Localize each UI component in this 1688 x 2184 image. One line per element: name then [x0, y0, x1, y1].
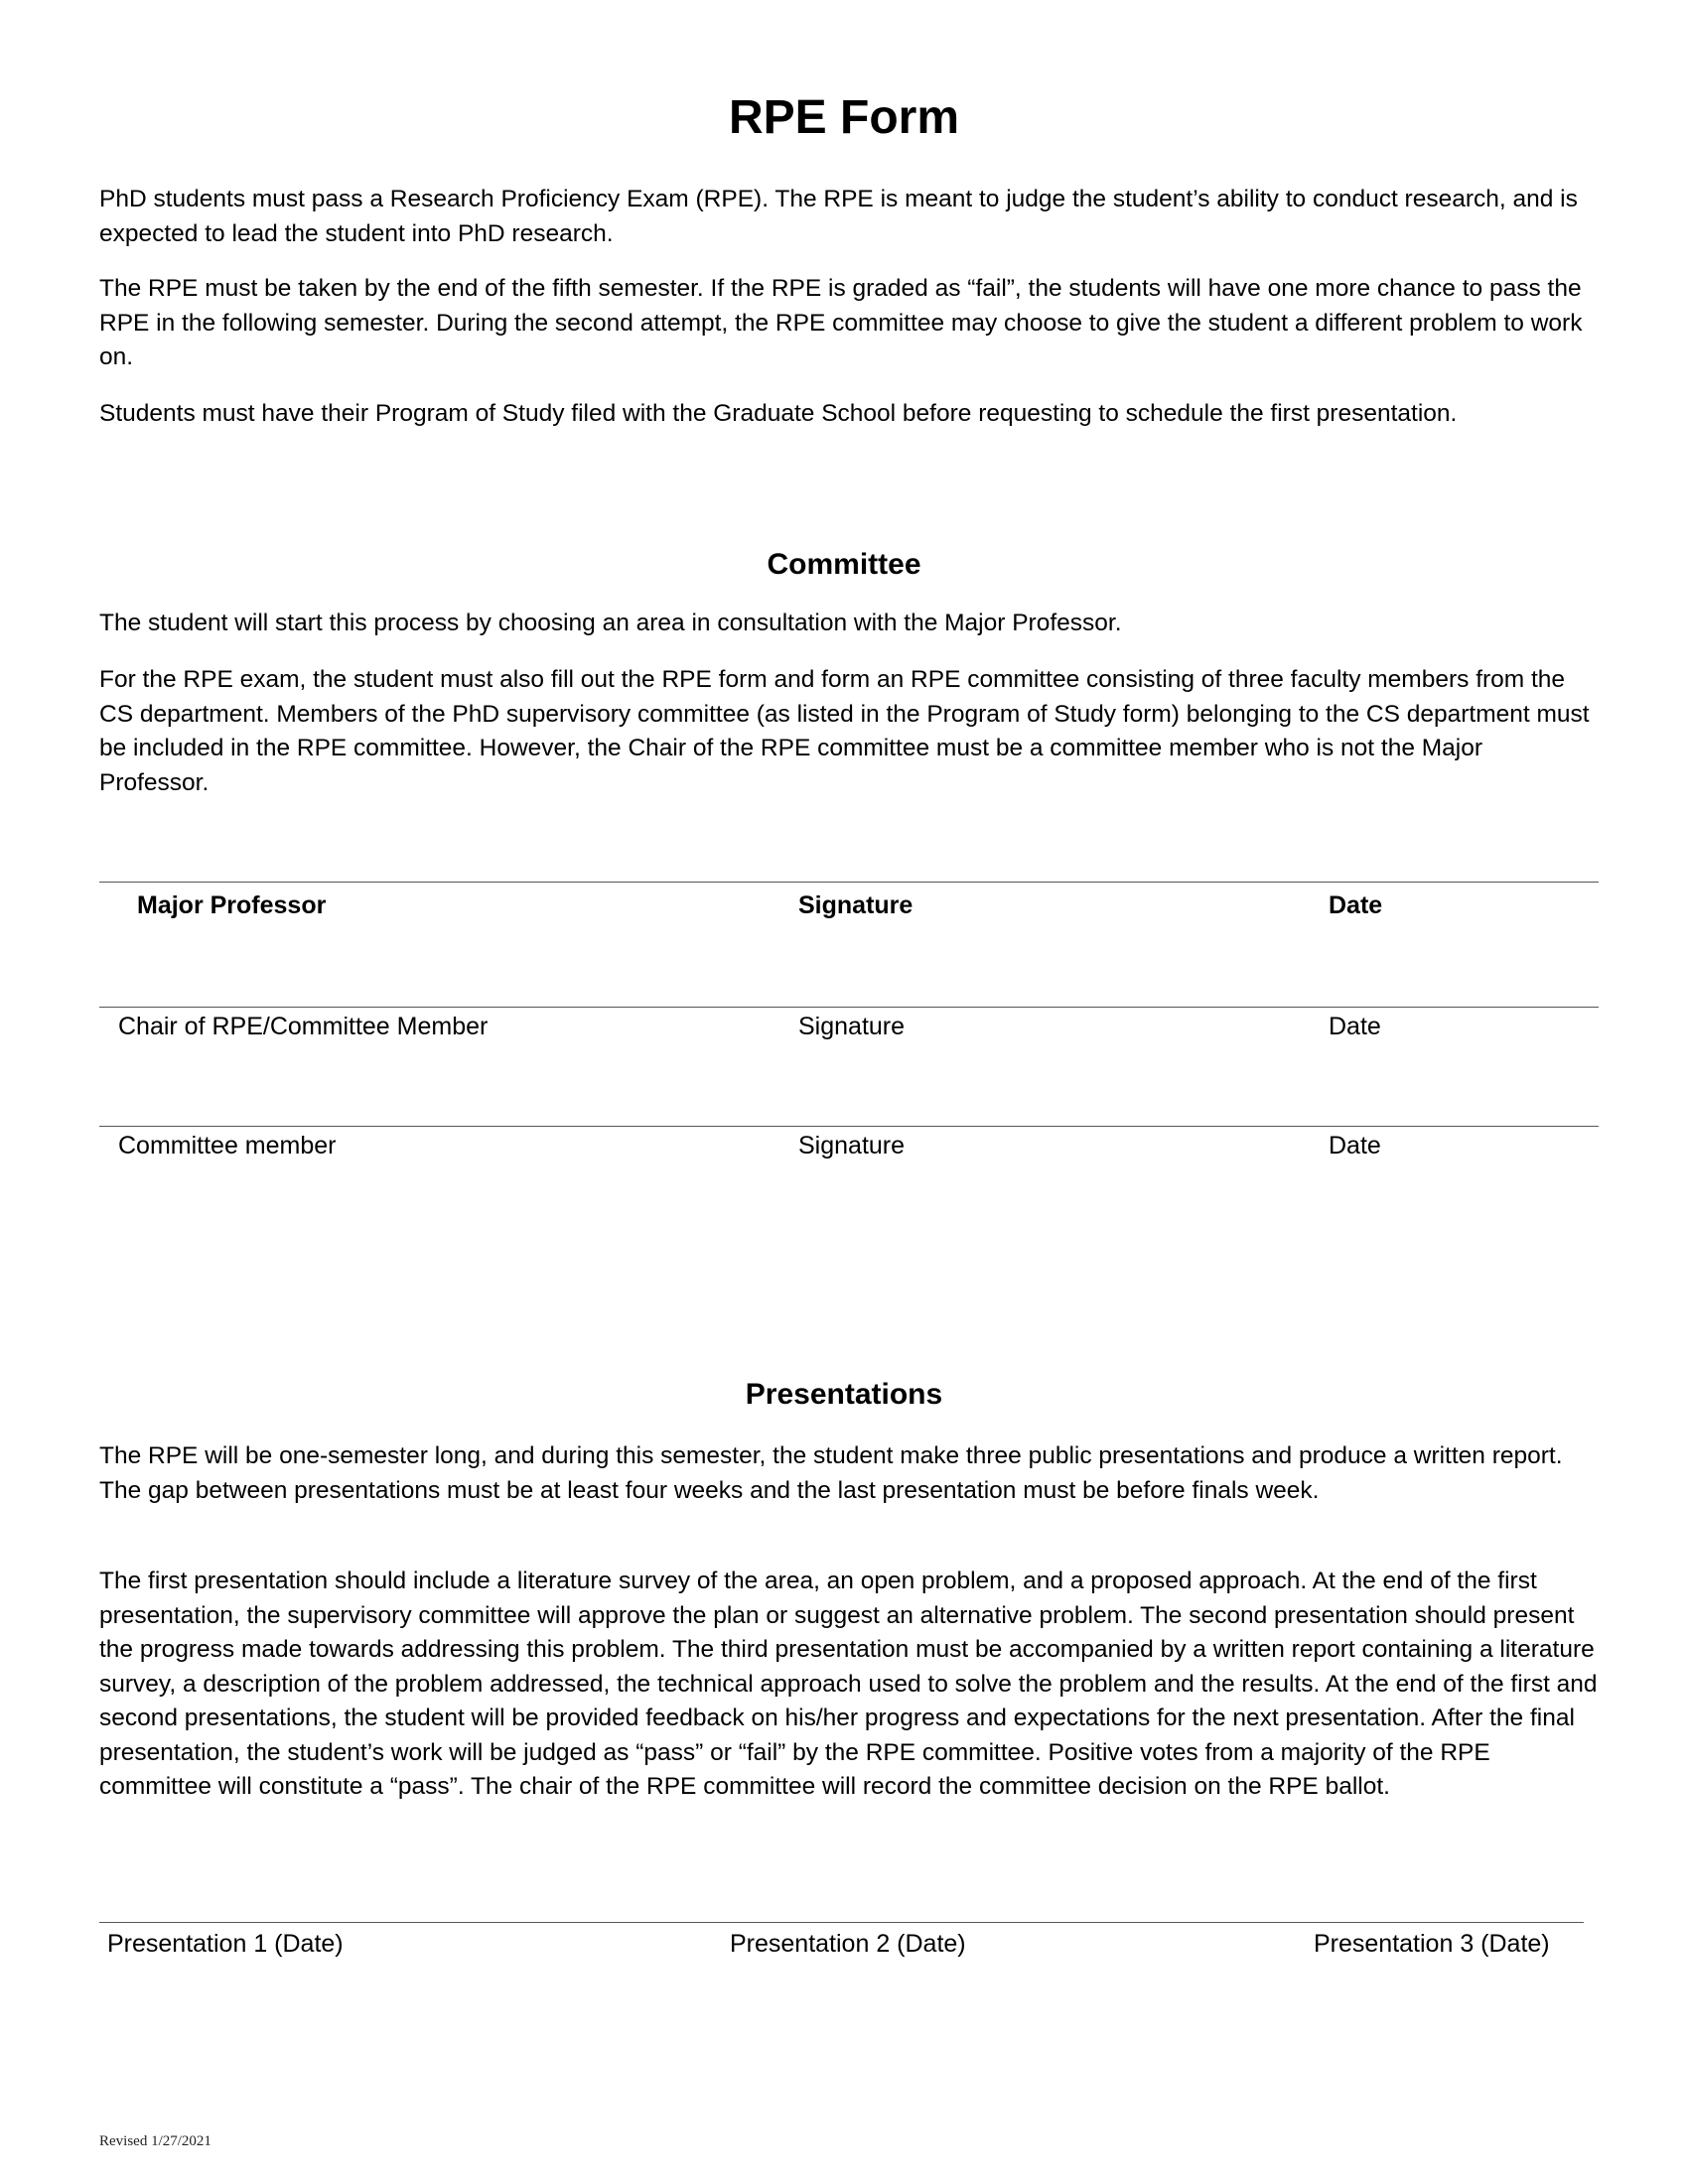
page-title: RPE Form	[728, 91, 960, 144]
date-label: Date	[1329, 891, 1383, 919]
presentation-3-date-label: Presentation 3 (Date)	[1314, 1930, 1550, 1958]
date-label: Date	[1329, 1132, 1381, 1160]
committee-member-label: Committee member	[118, 1132, 337, 1160]
signature-label: Signature	[798, 1013, 906, 1040]
signature-line	[99, 1007, 1599, 1008]
signature-line	[99, 882, 1599, 883]
major-professor-label: Major Professor	[137, 891, 327, 919]
presentation-1-date-label: Presentation 1 (Date)	[107, 1930, 344, 1958]
committee-paragraph-2: For the RPE exam, the student must also fill out the RPE form and form an RPE committee consisting of three faculty members from the CS department. Members of the PhD supervisory committee (as listed in the Program of Study form) belonging to the CS department must be included in the RPE committee. However, the Chair of the RPE committee must be a committee member who is not the Major Professor.	[99, 666, 1590, 796]
committee-paragraph-1: The student will start this process by choosing an area in consultation with the Major Professor.	[99, 610, 1122, 636]
chair-label: Chair of RPE/Committee Member	[118, 1013, 489, 1040]
committee-heading: Committee	[767, 548, 921, 581]
presentations-paragraph-2: The first presentation should include a literature survey of the area, an open problem, and a proposed approach. At the end of the first presentation, the supervisory committee will approve the plan or suggest an alternative problem. The second presentation should present the progress made towards addressing this problem. The third presentation must be accompanied by a written report containing a literature survey, a description of the problem addressed, the technical approach used to solve the problem and the results. At the end of the first and second presentations, the student will be provided feedback on his/her progress and expectations for the next presentation. After the final presentation, the student’s work will be judged as “pass” or “fail” by the RPE committee. Positive votes from a majority of the RPE committee will constitute a “pass”. The chair of the RPE committee will record the committee decision on the RPE ballot.	[99, 1568, 1598, 1800]
date-line	[99, 1922, 1584, 1923]
presentation-2-date-label: Presentation 2 (Date)	[730, 1930, 966, 1958]
intro-paragraph-2: The RPE must be taken by the end of the fifth semester. If the RPE is graded as “fail”, the students will have one more chance to pass the RPE in the following semester. During the second attempt, the RPE committee may choose to give the student a different problem to work on.	[99, 275, 1583, 370]
intro-paragraph-1: PhD students must pass a Research Proficiency Exam (RPE). The RPE is meant to judge the student’s ability to conduct research, and is expected to lead the student into PhD research.	[99, 186, 1578, 247]
intro-paragraph-3: Students must have their Program of Study filed with the Graduate School before requesting to schedule the first presentation.	[99, 400, 1458, 427]
presentations-paragraph-1: The RPE will be one-semester long, and during this semester, the student make three public presentations and produce a written report. The gap between presentations must be at least four weeks and the last presentation must be before finals week.	[99, 1442, 1563, 1504]
signature-line	[99, 1126, 1599, 1127]
revision-note: Revised 1/27/2021	[99, 2133, 211, 2149]
signature-label: Signature	[798, 1132, 906, 1160]
date-label: Date	[1329, 1013, 1381, 1040]
signature-label: Signature	[798, 891, 914, 919]
presentations-heading: Presentations	[745, 1378, 943, 1411]
